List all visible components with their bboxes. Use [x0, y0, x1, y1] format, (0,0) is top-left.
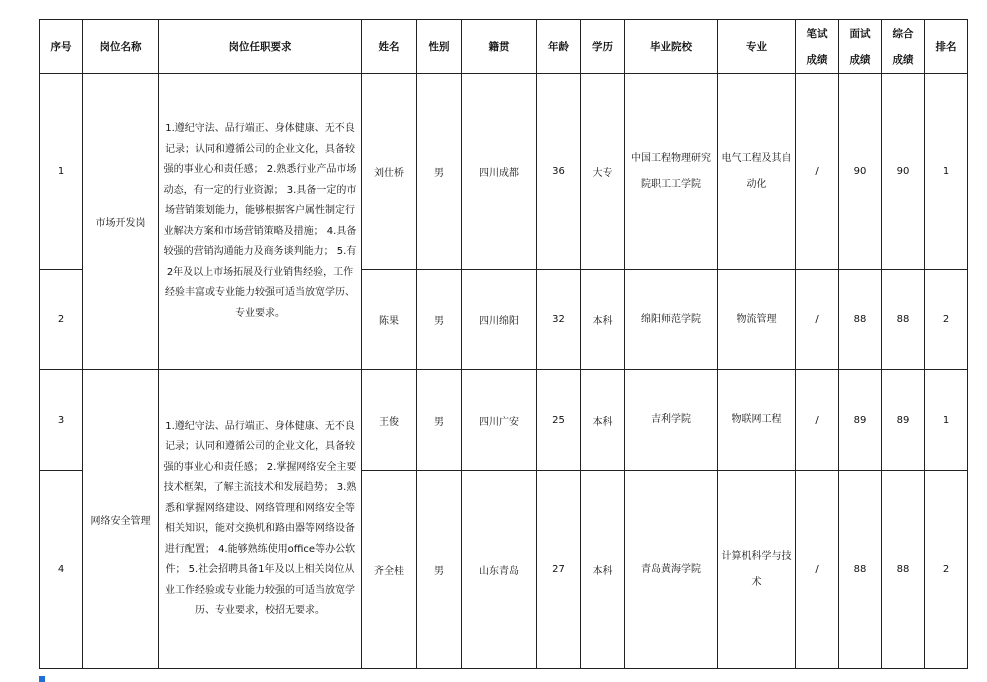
cell-gender: 男	[417, 270, 462, 370]
cell-school: 青岛黄海学院	[625, 471, 718, 669]
cell-school: 吉利学院	[625, 370, 718, 471]
cell-interview-score: 90	[839, 74, 882, 270]
header-seq: 序号	[40, 20, 83, 74]
header-total-line2: 成绩	[892, 53, 914, 66]
cell-major: 计算机科学与技术	[718, 471, 796, 669]
header-school: 毕业院校	[625, 20, 718, 74]
cell-interview-score: 88	[839, 471, 882, 669]
cell-seq: 3	[40, 370, 83, 471]
header-row	[40, 20, 968, 74]
header-rank: 排名	[925, 20, 968, 74]
cell-interview-score: 89	[839, 370, 882, 471]
cell-major: 物联网工程	[718, 370, 796, 471]
cell-requirements: 1.遵纪守法、品行端正、身体健康、无不良记录；认同和遵循公司的企业文化，具备较强的事业心和责任感； 2.熟悉行业产品市场动态，有一定的行业资源； 3.具备一定的市场营销策划能力，能够根据客户属性制定行业解决方案和市场营销策略及措施； 4.具备较强的营销沟通能力及商务谈判能力； 5.有2年及以上市场拓展及行业销售经验，工作经验丰富或专业能力较强可适当放宽学历、专业要求。	[159, 74, 362, 370]
cell-total-score: 88	[882, 270, 925, 370]
cell-name: 王俊	[362, 370, 417, 471]
cell-name: 刘仕桥	[362, 74, 417, 270]
cell-education: 本科	[581, 270, 625, 370]
cell-major: 电气工程及其自动化	[718, 74, 796, 270]
cell-interview-score: 88	[839, 270, 882, 370]
cell-education: 大专	[581, 74, 625, 270]
cell-origin: 四川绵阳	[462, 270, 537, 370]
results-table	[39, 19, 968, 669]
cell-seq: 2	[40, 270, 83, 370]
header-total-score	[882, 20, 925, 74]
cell-age: 27	[537, 471, 581, 669]
header-written-line1: 笔试	[806, 27, 828, 40]
header-written-line2: 成绩	[806, 53, 828, 66]
cell-rank: 1	[925, 74, 968, 270]
header-major: 专业	[718, 20, 796, 74]
header-education: 学历	[581, 20, 625, 74]
header-requirements: 岗位任职要求	[159, 20, 362, 74]
cell-written-score: /	[796, 370, 839, 471]
cell-major: 物流管理	[718, 270, 796, 370]
header-total-line1: 综合	[892, 27, 914, 40]
cell-name: 齐全桂	[362, 471, 417, 669]
cell-written-score: /	[796, 74, 839, 270]
cell-origin: 四川广安	[462, 370, 537, 471]
cell-rank: 1	[925, 370, 968, 471]
page-marker	[39, 676, 45, 682]
cell-origin: 山东青岛	[462, 471, 537, 669]
cell-age: 32	[537, 270, 581, 370]
header-gender: 性别	[417, 20, 462, 74]
cell-total-score: 90	[882, 74, 925, 270]
header-name: 姓名	[362, 20, 417, 74]
cell-school: 绵阳师范学院	[625, 270, 718, 370]
cell-gender: 男	[417, 471, 462, 669]
cell-education: 本科	[581, 370, 625, 471]
header-interview-line1: 面试	[849, 27, 871, 40]
cell-seq: 1	[40, 74, 83, 270]
header-origin: 籍贯	[462, 20, 537, 74]
cell-position: 网络安全管理	[83, 370, 159, 669]
cell-total-score: 88	[882, 471, 925, 669]
header-interview-line2: 成绩	[849, 53, 871, 66]
table-row	[40, 370, 968, 471]
cell-origin: 四川成都	[462, 74, 537, 270]
cell-name: 陈果	[362, 270, 417, 370]
header-written-score	[796, 20, 839, 74]
cell-position: 市场开发岗	[83, 74, 159, 370]
cell-age: 36	[537, 74, 581, 270]
cell-gender: 男	[417, 370, 462, 471]
table-row	[40, 74, 968, 270]
cell-rank: 2	[925, 471, 968, 669]
cell-school: 中国工程物理研究院职工工学院	[625, 74, 718, 270]
cell-total-score: 89	[882, 370, 925, 471]
cell-written-score: /	[796, 471, 839, 669]
cell-requirements: 1.遵纪守法、品行端正、身体健康、无不良记录；认同和遵循公司的企业文化，具备较强的事业心和责任感； 2.掌握网络安全主要技术框架，了解主流技术和发展趋势； 3.熟悉和掌握网络建设、网络管理和网络安全等相关知识，能对交换机和路由器等网络设备进行配置； 4.能够熟练使用office等办公软件； 5.社会招聘具备1年及以上相关岗位从业工作经验或专业能力较强的可适当放宽学历、专业要求，校招无要求。	[159, 370, 362, 669]
cell-age: 25	[537, 370, 581, 471]
cell-education: 本科	[581, 471, 625, 669]
header-position: 岗位名称	[83, 20, 159, 74]
header-age: 年龄	[537, 20, 581, 74]
cell-rank: 2	[925, 270, 968, 370]
cell-seq: 4	[40, 471, 83, 669]
cell-gender: 男	[417, 74, 462, 270]
header-interview-score	[839, 20, 882, 74]
cell-written-score: /	[796, 270, 839, 370]
